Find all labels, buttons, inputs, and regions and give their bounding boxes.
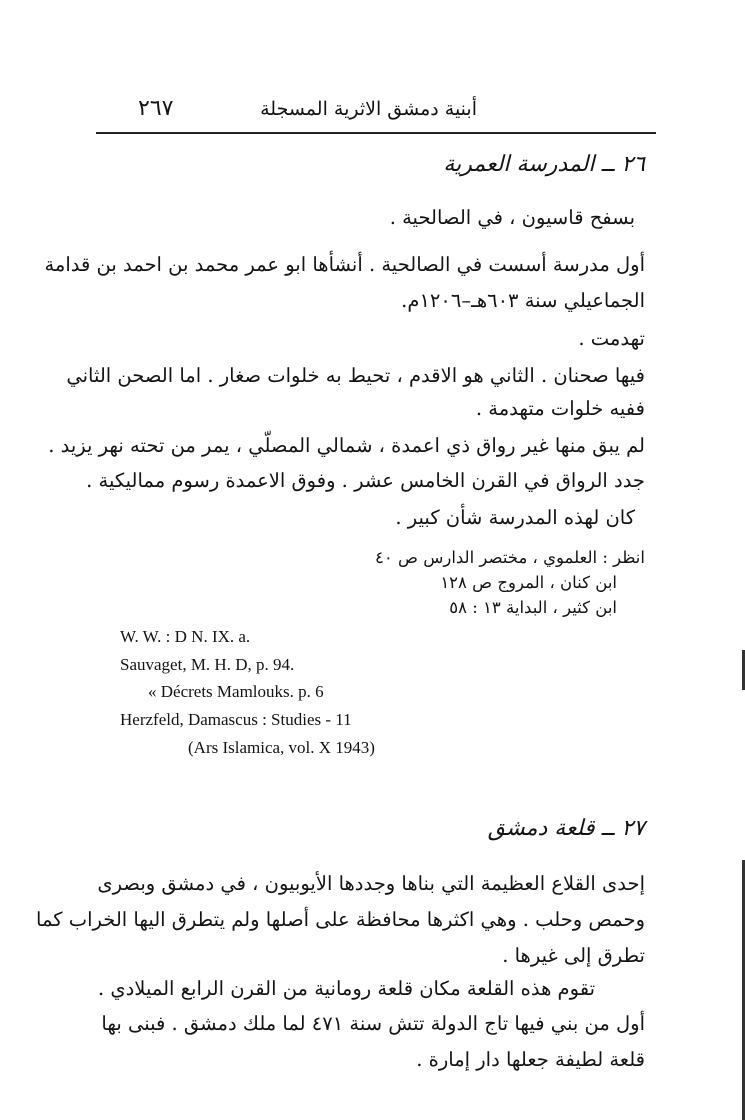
entry-26-line-8: جدد الرواق في القرن الخامس عشر . وفوق الاعمدة رسوم مماليكية .: [86, 469, 645, 492]
page-number: ٢٦٧: [138, 96, 174, 121]
entry-27-line-6: قلعة لطيفة جعلها دار إمارة .: [416, 1048, 645, 1071]
entry-27-line-2: وحمص وحلب . وهي اكثرها محافظة على أصلها ولم يتطرق اليها الخراب كما: [36, 908, 645, 931]
entry-26-ref-ar-3: ابن كثير ، البداية ١٣ : ٥٨: [449, 598, 617, 617]
entry-27-line-4: تقوم هذه القلعة مكان قلعة رومانية من القرن الرابع الميلادي .: [97, 977, 595, 1000]
running-header-title: أبنية دمشق الاثرية المسجلة: [260, 98, 477, 120]
entry-26-line-3: الجماعيلي سنة ٦٠٣هـ–١٢٠٦م.: [401, 289, 645, 312]
entry-26-line-1: بسفح قاسيون ، في الصالحية .: [389, 206, 635, 229]
entry-26-heading: ٢٦ ــ المدرسة العمرية: [443, 152, 645, 177]
entry-26-line-2: أول مدرسة أسست في الصالحية . أنشأها ابو عمر محمد بن احمد بن قدامة: [44, 253, 645, 276]
entry-27-line-1: إحدى القلاع العظيمة التي بناها وجددها الأيوبيون ، في دمشق وبصرى: [97, 872, 645, 895]
entry-26-ref-lat-4: Herzfeld, Damascus : Studies - 11: [120, 710, 352, 729]
entry-26-ref-lat-2: Sauvaget, M. H. D, p. 94.: [120, 655, 295, 674]
entry-26-ref-ar-2: ابن كنان ، المروج ص ١٢٨: [440, 573, 617, 592]
entry-27-line-5: أول من بني فيها تاج الدولة تتش سنة ٤٧١ لما ملك دمشق . فبنى بها: [101, 1012, 645, 1035]
entry-26-ref-lat-5: (Ars Islamica, vol. X 1943): [188, 738, 375, 757]
entry-26-line-5: فيها صحنان . الثاني هو الاقدم ، تحيط به خلوات صغار . اما الصحن الثاني: [66, 364, 645, 387]
entry-26-ref-lat-1: W. W. : D N. IX. a.: [120, 627, 251, 646]
entry-27-line-3: تطرق إلى غيرها .: [502, 944, 645, 967]
entry-26-line-6: ففيه خلوات متهدمة .: [475, 397, 645, 420]
entry-27-heading: ٢٧ ــ قلعة دمشق: [487, 816, 645, 841]
entry-26-ref-lat-3: « Décrets Mamlouks. p. 6: [148, 682, 324, 701]
entry-26-line-7: لم يبق منها غير رواق ذي اعمدة ، شمالي المصلّي ، يمر من تحته نهر يزيد .: [48, 434, 645, 457]
header-rule: [96, 132, 656, 134]
entry-26-ref-ar-1: انظر : العلموي ، مختصر الدارس ص ٤٠: [375, 548, 645, 567]
entry-26-line-9: كان لهذه المدرسة شأن كبير .: [395, 506, 635, 529]
entry-26-line-4: تهدمت .: [578, 327, 645, 350]
